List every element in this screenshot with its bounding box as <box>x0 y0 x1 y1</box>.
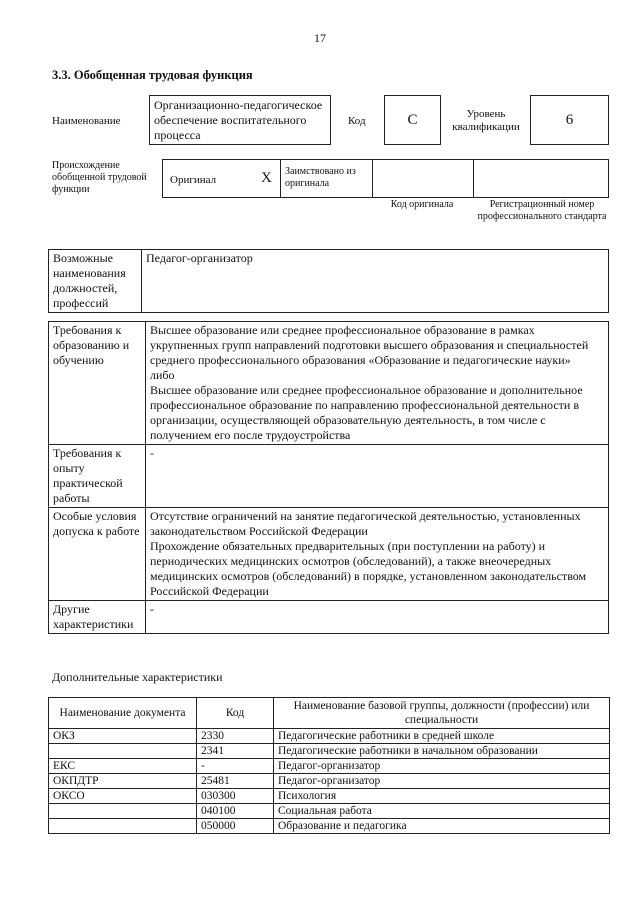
origin-divider-3 <box>473 160 474 197</box>
table-row <box>49 819 610 834</box>
cell-code: 25481 <box>197 774 274 789</box>
table-row <box>49 789 610 804</box>
cell-name: Психология <box>274 789 610 804</box>
cell-code: 2341 <box>197 744 274 759</box>
origin-label: Происхождение обобщенной трудовой функции <box>52 160 147 195</box>
table-row <box>49 804 610 819</box>
code-original-caption: Код оригинала <box>390 199 454 210</box>
cell-code: 040100 <box>197 804 274 819</box>
positions-table <box>48 249 609 313</box>
additional-table <box>48 697 610 834</box>
cell-doc: ЕКС <box>49 759 197 774</box>
page-number: 17 <box>314 31 326 45</box>
section-title: 3.3. Обобщенная трудовая функция <box>52 68 253 82</box>
name-label: Наименование <box>52 115 121 127</box>
requirement-row <box>49 508 609 601</box>
additional-header-row <box>49 698 610 729</box>
table-row <box>49 744 610 759</box>
requirement-row <box>49 445 609 508</box>
cell-name: Педагогические работники в средней школе <box>274 729 610 744</box>
cell-doc <box>49 744 197 759</box>
cell-doc <box>49 819 197 834</box>
cell-doc <box>49 804 197 819</box>
additional-title: Дополнительные характеристики <box>52 670 223 684</box>
requirement-label: Требования к опыту практической работы <box>49 445 146 508</box>
cell-doc: ОКПДТР <box>49 774 197 789</box>
cell-code: 2330 <box>197 729 274 744</box>
cell-name: Педагогические работники в начальном образовании <box>274 744 610 759</box>
origin-divider-1 <box>280 160 281 197</box>
level-value: 6 <box>565 111 574 128</box>
cell-name: Социальная работа <box>274 804 610 819</box>
requirement-label: Особые условия допуска к работе <box>49 508 146 601</box>
header-doc: Наименование документа <box>49 698 197 729</box>
header-name: Наименование базовой группы, должности (профессии) или специальности <box>274 698 610 729</box>
code-value-box <box>384 95 441 145</box>
positions-row <box>49 250 609 313</box>
origin-table <box>162 159 609 198</box>
code-value: С <box>407 111 418 128</box>
cell-name: Образование и педагогика <box>274 819 610 834</box>
positions-value: Педагог-организатор <box>142 250 609 313</box>
table-row <box>49 774 610 789</box>
requirement-label: Другие характеристики <box>49 601 146 634</box>
requirement-row <box>49 322 609 445</box>
table-row <box>49 729 610 744</box>
requirement-value: Отсутствие ограничений на занятие педагогической деятельностью, установленных законодательством Российской Федерации Прохождение обязательных предварительных (при поступлении на работу) и периодических медицинских осмотров (обследований), а также внеочередных медицинских осмотров (обследований) в порядке, установленном законодательством Российской Федерации <box>146 508 609 601</box>
cell-doc: ОКЗ <box>49 729 197 744</box>
origin-divider-2 <box>372 160 373 197</box>
cell-code: 030300 <box>197 789 274 804</box>
name-value: Организационно-педагогическое обеспечение воспитательного процесса <box>154 98 323 142</box>
cell-name: Педагог-организатор <box>274 774 610 789</box>
cell-doc: ОКСО <box>49 789 197 804</box>
requirements-table <box>48 321 609 634</box>
cell-name: Педагог-организатор <box>274 759 610 774</box>
requirement-value: Высшее образование или среднее профессиональное образование в рамках укрупненных групп направлений подготовки высшего образования и специальностей среднего профессионального образования «Образование и педагогические науки» либо Высшее образование или среднее профессиональное образование и дополнительное профессиональное образование по направлению профессиональной деятельности в организации, осуществляющей образовательную деятельность, в том числе с получением его после трудоустройства <box>146 322 609 445</box>
reg-number-caption: Регистрационный номер профессионального стандарта <box>477 199 607 222</box>
level-label: Уровень квалификации <box>452 108 520 133</box>
original-mark: X <box>261 170 272 186</box>
name-value-box <box>149 95 331 145</box>
code-label: Код <box>348 115 366 127</box>
requirement-value: - <box>146 445 609 508</box>
cell-code: 050000 <box>197 819 274 834</box>
requirement-row <box>49 601 609 634</box>
table-row <box>49 759 610 774</box>
requirement-value: - <box>146 601 609 634</box>
cell-code: - <box>197 759 274 774</box>
positions-label: Возможные наименования должностей, профессий <box>49 250 142 313</box>
borrowed-label: Заимствовано из оригинала <box>285 166 356 189</box>
level-value-box <box>530 95 609 145</box>
requirement-label: Требования к образованию и обучению <box>49 322 146 445</box>
header-code: Код <box>197 698 274 729</box>
original-label: Оригинал <box>170 174 217 186</box>
